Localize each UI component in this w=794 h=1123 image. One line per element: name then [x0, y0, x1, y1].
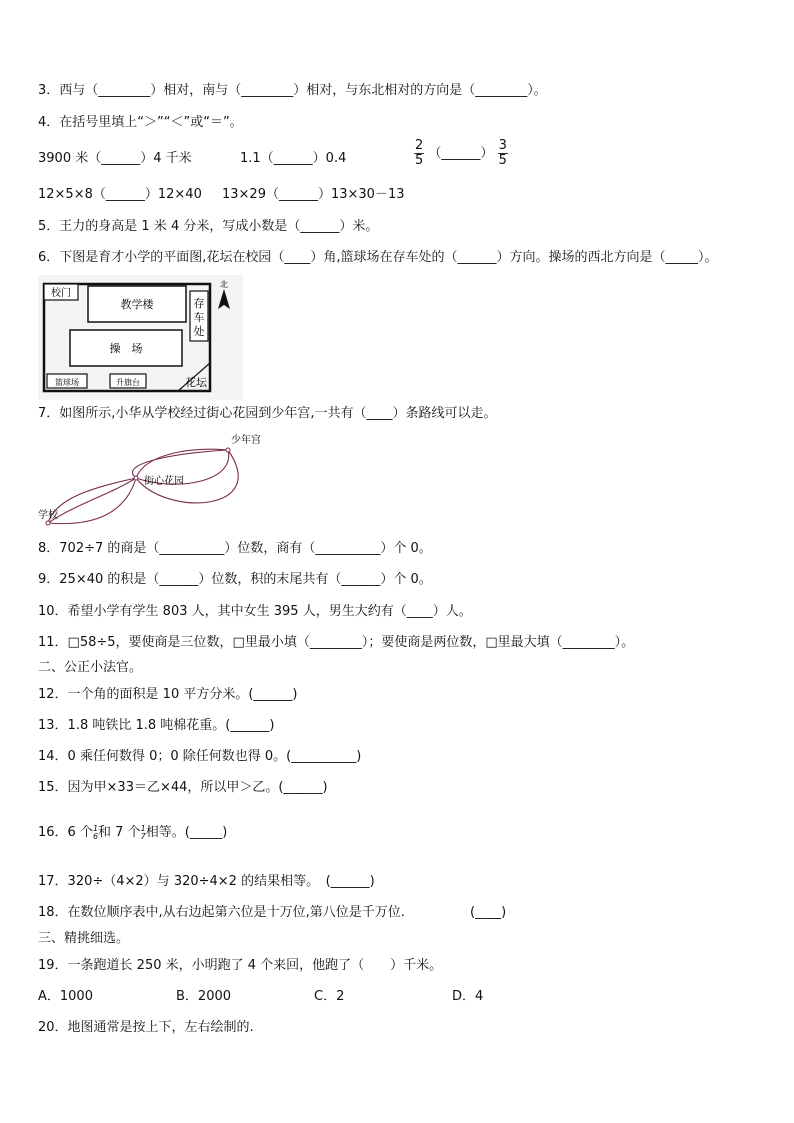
q18-text: 18．在数位顺序表中,从右边起第六位是十万位,第八位是千万位.: [38, 905, 405, 920]
question-6: 6．下图是育才小学的平面图,花坛在校园（____）角,篮球场在存车处的（______）方向。操场的西北方向是（_____）。: [38, 250, 718, 265]
question-8: 8．702÷7 的商是（__________）位数，商有（__________）个 0。: [38, 541, 432, 556]
flag-label: 升旗台: [116, 378, 140, 387]
option-a: A．1000: [38, 989, 93, 1004]
question-3: 3．西与（________）相对，南与（________）相对，与东北相对的方向是（________）。: [38, 83, 547, 98]
q4-item-b: 1.1（______）0.4: [240, 151, 347, 166]
option-c: C．2: [314, 989, 345, 1004]
school-point: [46, 521, 50, 525]
gate-label: 校门: [51, 288, 71, 299]
q4-item-c: [414, 139, 508, 168]
flowerbed-label: 花坛: [185, 376, 207, 389]
q4-blank: （______）: [428, 146, 494, 161]
question-15: 15．因为甲×33＝乙×44，所以甲＞乙。(______): [38, 780, 328, 795]
question-4: 4．在括号里填上“＞”“＜”或“＝”。: [38, 115, 243, 130]
fraction-3-5: $\frac{3}{5}$: [498, 138, 507, 168]
fraction-2-5: $\frac{2}{5}$: [415, 138, 424, 168]
teaching-building-label: 教学楼: [120, 298, 154, 311]
school-label: 学校: [38, 510, 58, 521]
north-label: 北: [220, 280, 228, 289]
playground-label: 操 场: [109, 342, 143, 355]
question-5: 5．王力的身高是 1 米 4 分米，写成小数是（______）米。: [38, 219, 379, 234]
question-20: 20．地图通常是按上下，左右绘制的.: [38, 1020, 254, 1035]
question-17: 17．320÷（4×2）与 320÷4×2 的结果相等。 (______): [38, 874, 375, 889]
q18-blank: (____): [470, 905, 507, 920]
option-b: B．2000: [176, 989, 232, 1004]
question-11: 11．□58÷5，要使商是三位数，□里最小填（________）；要使商是两位数，□里最大填（________）。: [38, 635, 635, 650]
question-13: 13．1.8 吨铁比 1.8 吨棉花重。(______): [38, 718, 275, 733]
question-16: [38, 824, 227, 842]
palace-point: [226, 448, 230, 452]
q4-item-e: 13×29（______）13×30－13: [222, 187, 405, 202]
school-map: [38, 275, 243, 400]
route-school-garden-1: [48, 478, 136, 523]
parking-char-1: 存: [193, 297, 205, 310]
garden-point: [134, 476, 138, 480]
question-7: 7．如图所示,小华从学校经过街心花园到少年宫,一共有（____）条路线可以走。: [38, 406, 497, 421]
parking-char-3: 处: [193, 325, 205, 338]
question-14: 14．0 乘任何数得 0；0 除任何数也得 0。(__________): [38, 749, 362, 764]
route-school-garden-2: [48, 478, 136, 523]
option-d: D．4: [452, 989, 484, 1004]
q4-item-a: 3900 米（______）4 千米: [38, 151, 192, 166]
route-diagram: [36, 432, 276, 527]
question-9: 9．25×40 的积是（______）位数，积的末尾共有（______）个 0。: [38, 572, 432, 587]
route-garden-palace-1: [136, 449, 228, 478]
basketball-label: 篮球场: [55, 378, 79, 387]
question-19: 19．一条跑道长 250 米，小明跑了 4 个来回，他跑了（ ）千米。: [38, 958, 443, 973]
garden-label: 街心花园: [144, 476, 184, 487]
question-18: [38, 904, 405, 922]
section-2-heading: 二、公正小法官。: [38, 660, 143, 675]
palace-label: 少年宫: [231, 435, 261, 446]
question-12: 12．一个角的面积是 10 平方分米。(______): [38, 687, 298, 702]
question-10: 10．希望小学有学生 803 人，其中女生 395 人，男生大约有（____）人。: [38, 604, 472, 619]
section-3-heading: 三、精挑细选。: [38, 931, 130, 946]
q16-middle: 和 7 个: [98, 825, 141, 840]
fraction-1-6: 1 6: [92, 823, 99, 841]
q4-item-d: 12×5×8（______）12×40: [38, 187, 202, 202]
parking-char-2: 车: [193, 311, 205, 324]
q16-prefix: 16．6 个: [38, 825, 93, 840]
fraction-1-7: 1 7: [140, 823, 146, 841]
q16-suffix: 相等。(_____): [145, 825, 228, 840]
